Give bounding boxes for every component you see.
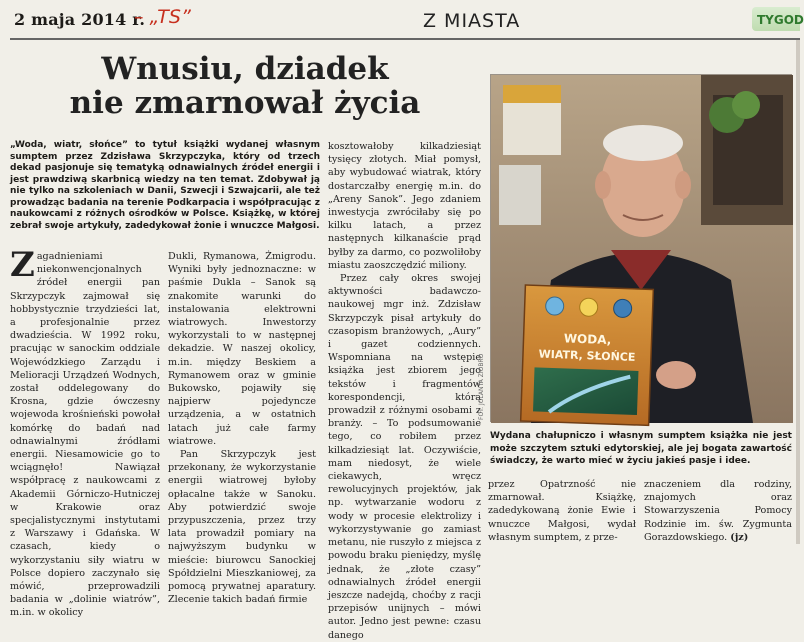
article-lead: „Woda, wiatr, słońce” to tytuł książki wydanej własnym sumptem przez Zdzisława Skrzypczyka, który od trzech dekad pasjonuje się tematyką odnawialnych źródeł energii i jest prawdziwą skarbnicą wiedzy na ten temat. Zdobywał ją nie tylko na szkoleniach w Danii, Szwecji i Szwajcarii, ale też prowadząc badania na terenie Podkarpacia i współpracując z naukowcami z różnych ośrodków w Polsce. Książkę, w której zebrał swoje artykuły, zadedykował żonie i wnuczce Małgosi.	[10, 140, 320, 231]
photo-illustration	[491, 75, 793, 423]
drop-cap: Z	[10, 245, 35, 285]
newspaper-logo	[752, 7, 804, 31]
paragraph: przez Opatrzność nie zmarnował. Książkę, zadedykowaną żonie Ewie i wnuczce Małgosi, wydał własnym sumptem, z prze-	[488, 479, 636, 543]
issue-date: 2 maja 2014 r.	[14, 10, 146, 29]
book-title-line-1: WODA,	[563, 331, 612, 348]
photo-credit	[478, 300, 488, 420]
paragraph	[644, 478, 792, 544]
header-divider	[10, 38, 800, 40]
handwritten-note: – „TS”	[134, 6, 191, 28]
book-title-line-2: WIATR, SŁOŃCE	[538, 347, 636, 364]
column-1	[10, 245, 160, 620]
author-initials: (jz)	[730, 531, 749, 543]
photo-credit-text: FOT. JOLANTA ZIOBRO	[478, 353, 485, 420]
newspaper-logo-text: TYGOD	[757, 13, 804, 27]
paragraph: Pan Skrzypczyk jest przekonany, że wykorzystanie energii wiatrowej byłoby opłacalne także w Sanoku. Aby potwierdzić swoje przypuszczenia, przez trzy lata prowadził pomiary na najwyższym budynku w mieście: biurowcu Sanockiej Spółdzielni Mieszkaniowej, za pomocą prywatnej aparatury. Zlecenie takich badań firmie	[168, 449, 316, 606]
column-4	[488, 478, 636, 544]
paragraph-text: znaczeniem dla rodziny, znajomych oraz Stowarzyszenia Pomocy Rodzinie im. św. Zygmunta Gorazdowskiego.	[644, 479, 792, 543]
article-headline	[10, 52, 480, 120]
section-title: Z MIASTA	[423, 10, 521, 32]
photo-caption: Wydana chałupniczo i własnym sumptem książka nie jest może szczytem sztuki edytorskiej, ale jej bogata zawartość świadczy, że warto mieć w życiu jakieś pasje i idee.	[490, 431, 792, 466]
column-3	[328, 140, 481, 642]
headline-line-1: Wnusiu, dziadek	[101, 51, 389, 87]
paragraph	[10, 245, 160, 620]
paragraph: Dukli, Rymanowa, Żmigrodu. Wyniki były jednoznaczne: w paśmie Dukla – Sanok są znakomite warunki do instalowania elektrowni wiatrowych. Inwestorzy wykorzystali to w następnej dekadzie. W naszej okolicy, m.in. między Beskiem a Rymanowem oraz w gminie Bukowsko, pojawiły się najpierw pojedyncze urządzenia, a w ostatnich latach już całe farmy wiatrowe.	[168, 251, 316, 447]
column-2	[168, 250, 316, 606]
article-photo	[490, 74, 792, 422]
headline-line-2: nie zmarnował życia	[69, 85, 421, 121]
page-edge	[796, 40, 800, 544]
paragraph-text: agadnieniami niekonwencjonalnych źródeł energii pan Skrzypczyk zajmował się hobbystycznie trzydzieści lat, a profesjonalnie przez dwadzieścia. W 1992 roku, pracując w sanockim oddziale Wojewódzkiego Zarządu i Melioracji Urządzeń Wodnych, został oddelegowany do Krosna, gdzie ówczesny wojewoda krośnieński powołał komórkę do badań nad odnawialnymi źródłami energii. Niesamowicie go to wciągnęło! Nawiązał współpracę z naukowcami z Akademii Górniczo-Hutniczej w Krakowie oraz specjalistycznymi instytutami z Warszawy i Gdańska. W czasach, kiedy o wykorzystaniu siły wiatru w Polsce dopiero zaczynało się mówić, przeprowadzili badania w „dolinie wiatrów”, m.in. w okolicy	[10, 251, 160, 619]
paragraph: Przez cały okres swojej aktywności badawczo-naukowej mgr inż. Zdzisław Skrzypczyk pisał artykuły do czasopism branżowych, „Aury” i gazet codziennych. Wspomniana na wstępie książka jest zbiorem jego tekstów i fragmentów korespondencji, którą prowadził z różnymi osobami z branży. – To podsumowanie tego, co robiłem przez kilkadziesiąt lat. Oczywiście, mam niedosyt, że wiele ciekawych, wręcz rewolucyjnych projektów, jak np. wytwarzanie wodoru z wody w procesie elektrolizy i wykorzystywanie go zamiast metanu, nie ruszyło z miejsca z powodu braku pieniędzy, myślę jednak, że „złote czasy” odnawialnych źródeł energii jeszcze nadejdą, choćby z racji przepisów unijnych – mówi autor. Jedno jest pewne: czasu danego	[328, 273, 481, 641]
paragraph: kosztowałoby kilkadziesiąt tysięcy złotych. Miał pomysł, aby wybudować wiatrak, który dostarczałby energię m.in. do „Areny Sanok”. Jego zdaniem inwestycja zwróciłaby się po kilku latach, a przez następnych kilkanaście prąd byłby za darmo, co pozwoliłoby miastu zaoszczędzić miliony.	[328, 141, 481, 271]
column-5	[644, 478, 792, 544]
